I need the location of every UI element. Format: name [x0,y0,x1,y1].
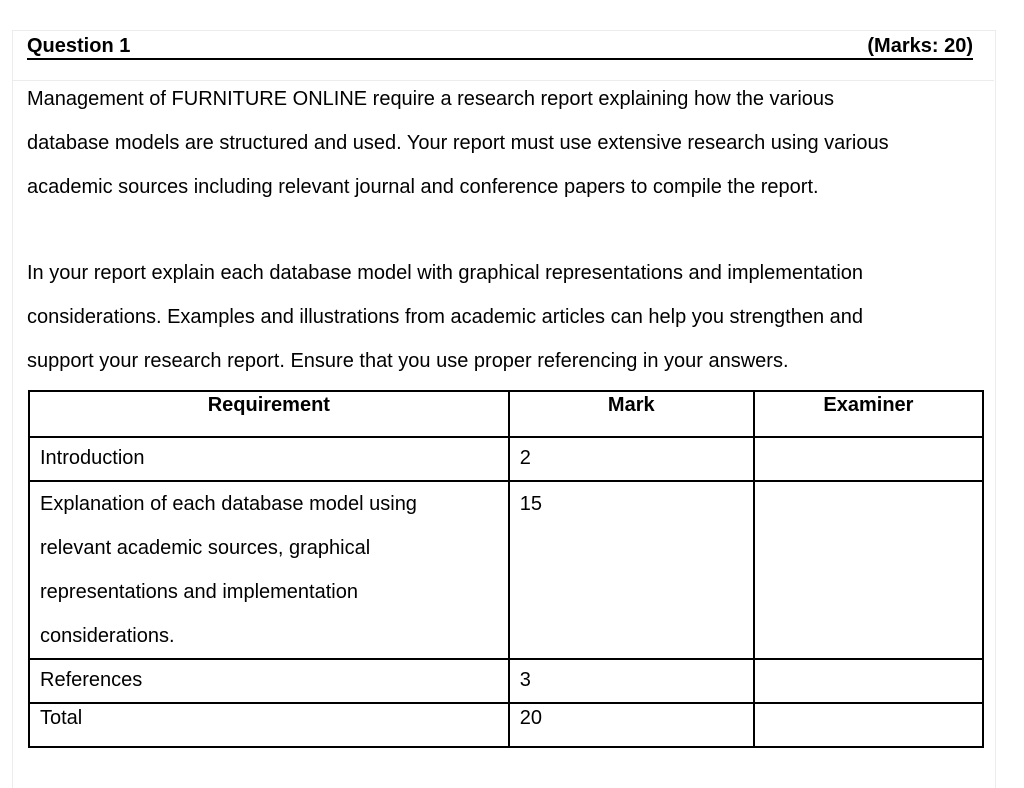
examiner-cell [754,659,983,703]
table-row-total [29,703,983,747]
paragraph-line: academic sources including relevant journal and conference papers to compile the report. [27,176,819,198]
paragraph-line: considerations. Examples and illustrations from academic articles can help you strengthen and [27,306,863,328]
requirement-line: Explanation of each database model using [40,493,417,515]
requirement-line: relevant academic sources, graphical [40,537,371,559]
examiner-cell [754,481,983,659]
question-marks: (Marks: 20) [867,35,973,57]
table-row [29,437,983,481]
table-header-row [29,391,983,437]
mark-cell: 20 [509,703,754,747]
instructions-paragraph-1 [27,77,987,209]
header-requirement: Requirement [29,391,509,437]
table-row [29,659,983,703]
question-header [27,34,973,60]
question-title: Question 1 [27,35,131,57]
header-mark: Mark [509,391,754,437]
requirement-line: considerations. [40,625,175,647]
requirement-line: representations and implementation [40,581,358,603]
examiner-cell [754,703,983,747]
requirement-cell: Introduction [29,437,509,481]
table-row [29,481,983,659]
mark-cell: 3 [509,659,754,703]
header-examiner: Examiner [754,391,983,437]
mark-cell: 15 [509,481,754,659]
examiner-cell [754,437,983,481]
requirement-cell [29,481,509,659]
paragraph-line: Management of FURNITURE ONLINE require a research report explaining how the various [27,88,835,110]
requirement-cell: Total [29,703,509,747]
requirement-cell: References [29,659,509,703]
instructions-paragraph-2 [27,251,987,383]
marks-table [28,390,984,748]
paragraph-line: database models are structured and used. Your report must use extensive research using various [27,132,889,154]
paragraph-line: support your research report. Ensure that you use proper referencing in your answers. [27,350,789,372]
mark-cell: 2 [509,437,754,481]
paragraph-line: In your report explain each database model with graphical representations and implementation [27,262,864,284]
